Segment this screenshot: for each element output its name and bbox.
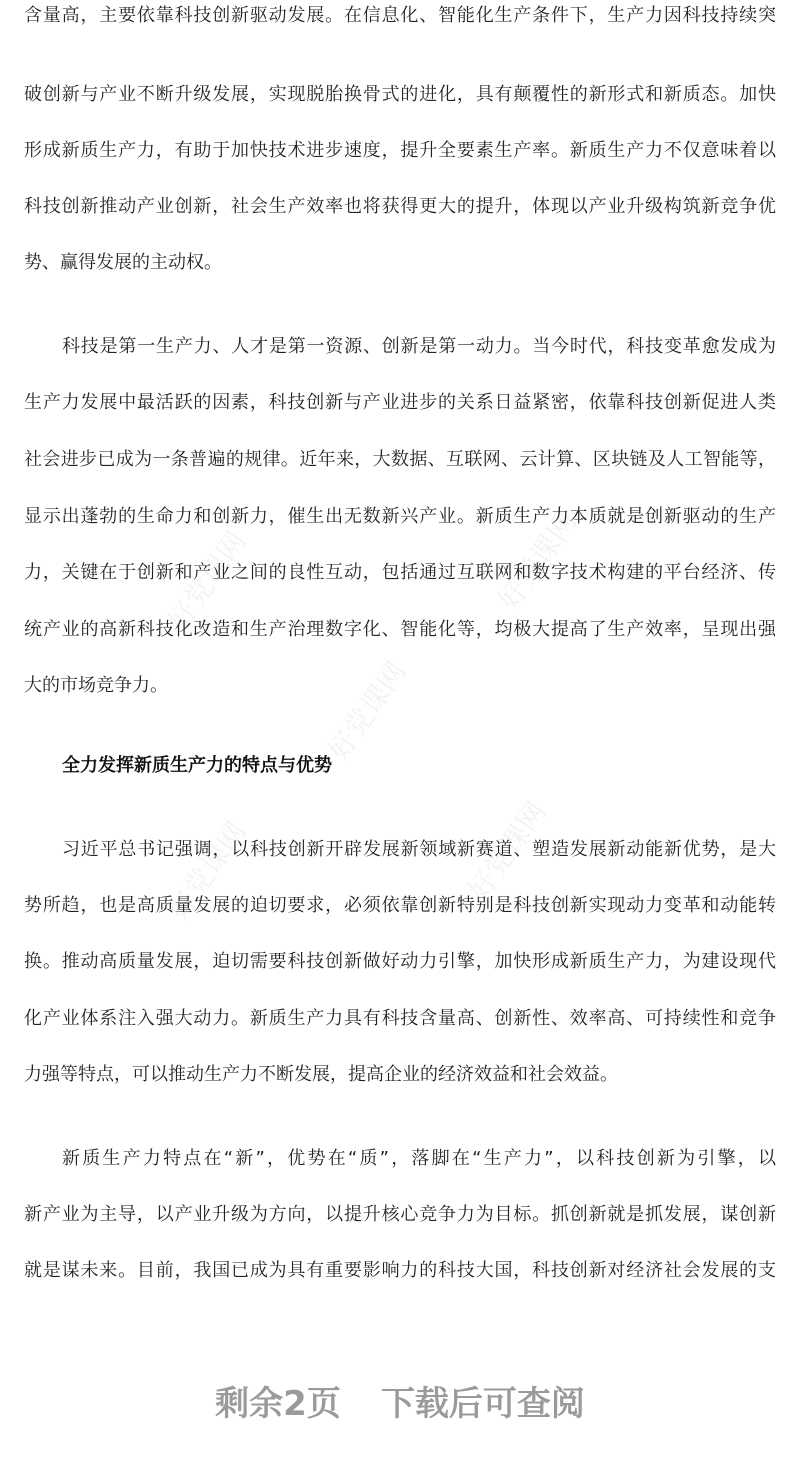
text-line: 显示出蓬勃的生命力和创新力，催生出无数新兴产业。新质生产力本质就是创新驱动的生产 bbox=[24, 506, 776, 527]
text-line: 社会进步已成为一条普遍的规律。近年来，大数据、互联网、云计算、区块链及人工智能等， bbox=[24, 449, 776, 470]
watermark-text: 好党课网 bbox=[491, 505, 583, 617]
watermark-text: 好党课网 bbox=[321, 655, 413, 767]
text-line: 势、赢得发展的主动权。 bbox=[24, 252, 222, 273]
text-line: 新质生产力特点在“新”，优势在“质”，落脚在“生产力”，以科技创新为引擎，以 bbox=[62, 1148, 776, 1169]
text-line: 化产业体系注入强大动力。新质生产力具有科技含量高、创新性、效率高、可持续性和竞争 bbox=[24, 1008, 776, 1029]
remaining-pages-label: 剩余2页 bbox=[215, 1384, 341, 1424]
text-line: 换。推动高质量发展，迫切需要科技创新做好动力引擎，加快形成新质生产力，为建设现代 bbox=[24, 951, 776, 972]
text-line: 破创新与产业不断升级发展，实现脱胎换骨式的进化，具有颠覆性的新形式和新质态。加快 bbox=[24, 84, 776, 105]
text-line: 含量高，主要依靠科技创新驱动发展。在信息化、智能化生产条件下，生产力因科技持续突 bbox=[24, 5, 776, 26]
text-line: 统产业的高新科技化改造和生产治理数字化、智能化等，均极大提高了生产效率，呈现出强 bbox=[24, 619, 776, 640]
download-to-view-label[interactable]: 下载后可查阅 bbox=[380, 1384, 585, 1424]
text-line: 科技创新推动产业创新，社会生产效率也将获得更大的提升，体现以产业升级构筑新竞争优 bbox=[24, 196, 776, 217]
watermark-text: 好党课网 bbox=[161, 525, 253, 637]
download-prompt[interactable] bbox=[0, 1376, 800, 1425]
text-line: 力，关键在于创新和产业之间的良性互动，包括通过互联网和数字技术构建的平台经济、传 bbox=[24, 562, 776, 583]
text-line: 就是谋未来。目前，我国已成为具有重要影响力的科技大国，科技创新对经济社会发展的支 bbox=[24, 1260, 776, 1281]
text-line: 大的市场竞争力。 bbox=[24, 675, 168, 696]
text-line: 科技是第一生产力、人才是第一资源、创新是第一动力。当今时代，科技变革愈发成为 bbox=[62, 336, 776, 357]
text-line: 生产力发展中最活跃的因素，科技创新与产业进步的关系日益紧密，依靠科技创新促进人类 bbox=[24, 392, 776, 413]
text-line: 力强等特点，可以推动生产力不断发展，提高企业的经济效益和社会效益。 bbox=[24, 1064, 618, 1085]
section-heading: 全力发挥新质生产力的特点与优势 bbox=[62, 755, 332, 776]
text-line: 新产业为主导，以产业升级为方向，以提升核心竞争力为目标。抓创新就是抓发展，谋创新 bbox=[24, 1204, 776, 1225]
text-line: 习近平总书记强调，以科技创新开辟发展新领域新赛道、塑造发展新动能新优势，是大 bbox=[62, 839, 776, 860]
text-line: 势所趋，也是高质量发展的迫切要求，必须依靠创新特别是科技创新实现动力变革和动能转 bbox=[24, 895, 776, 916]
watermark-text: 好党课网 bbox=[161, 815, 253, 927]
text-line: 形成新质生产力，有助于加快技术进步速度，提升全要素生产率。新质生产力不仅意味着以 bbox=[24, 140, 776, 161]
watermark-text: 好党课网 bbox=[461, 795, 553, 907]
